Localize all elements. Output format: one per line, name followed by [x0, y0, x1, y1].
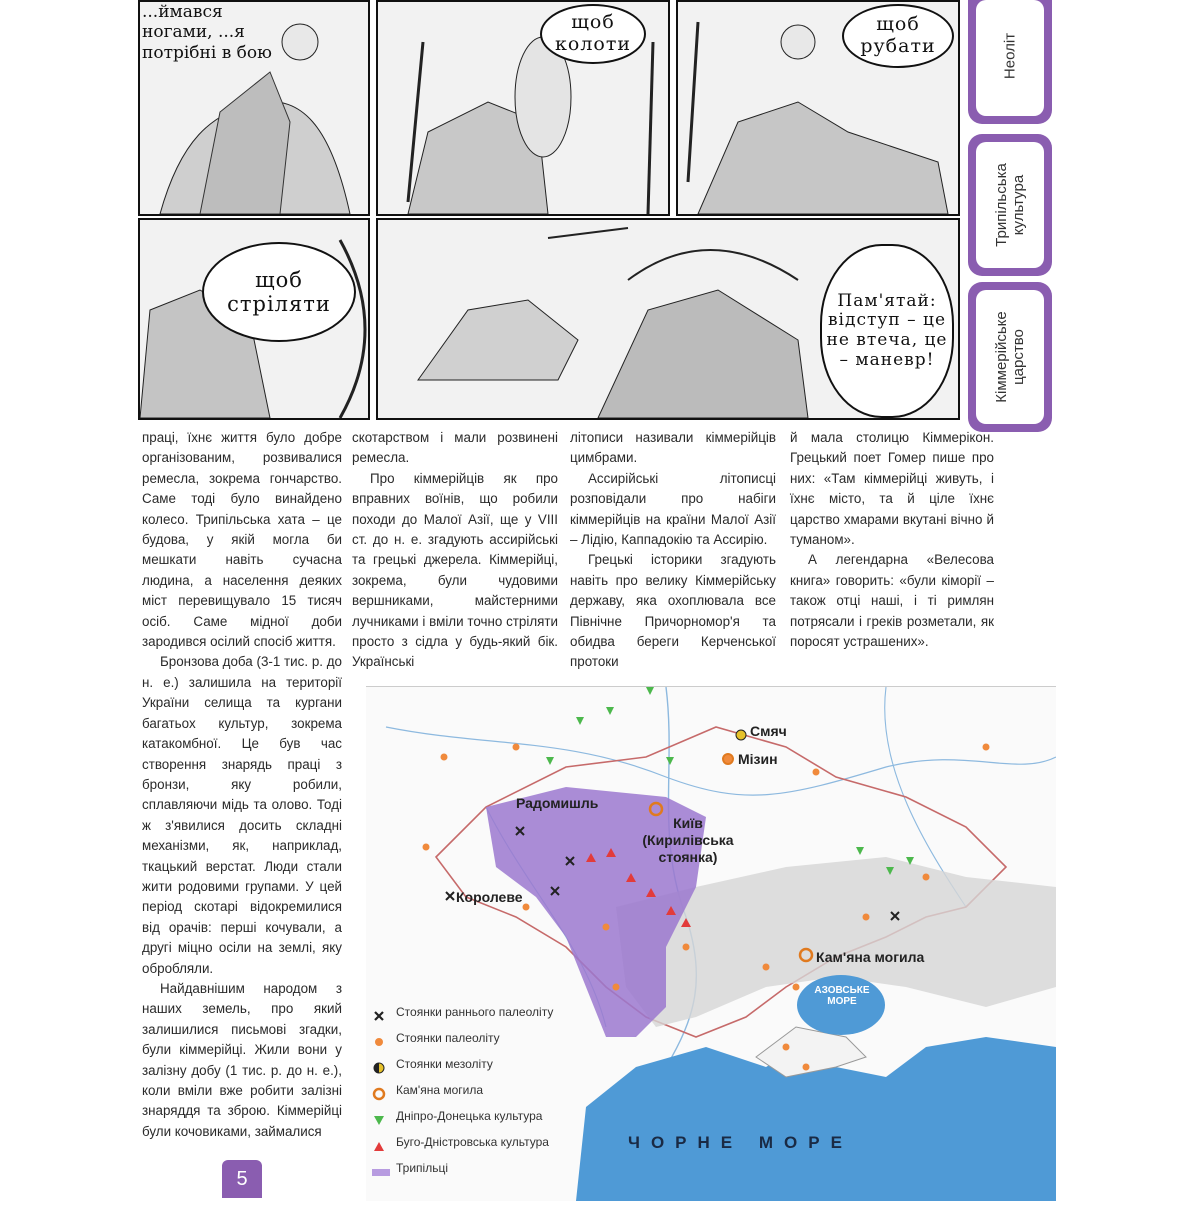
legend-item [368, 1058, 558, 1084]
paragraph: літописи називали кіммерійців цимбрами. [570, 430, 776, 466]
map-label-azov-sea: АЗОВСЬКЕ МОРЕ [814, 985, 870, 1007]
paragraph: А легендарна «Велесова книга» говорить: «були кіморії – також отці наші, і ті римлян потрясали і греків розметали, як поросят устрашених». [790, 552, 994, 650]
legend-item [368, 1110, 558, 1136]
x-mark-icon [372, 1009, 386, 1023]
speech-bubble: щоб колоти [540, 4, 646, 64]
legend-label: Кам'яна могила [396, 1083, 484, 1097]
paragraph: Про кіммерійців як про вправних воїнів, що робили походи до Малої Азії, ще у VIII ст. до н. е. згадують ассирійські та грецькі джерела. Кіммерійці, зокрема, були чудовими вершниками, майстерними лучниками і вміли точно стріляти просто з сідла у будь-який бік. Українські [352, 470, 558, 670]
tab-label: Неоліт [1001, 32, 1019, 79]
text-column-3 [570, 428, 776, 673]
text-column-2 [352, 428, 558, 673]
legend-item [368, 1032, 558, 1058]
speech-bubble-shoot: щоб стріляти [202, 242, 356, 342]
legend-label: Стоянки раннього палеоліту [396, 1005, 554, 1019]
speech-bubble-maneuver: Пам'ятай: відступ – це не втеча, це – маневр! [820, 244, 954, 418]
map-label-mizin: Мізин [738, 751, 778, 767]
text-column-1 [142, 428, 342, 1142]
tab-cimmerian-kingdom[interactable] [968, 282, 1052, 432]
legend-item [368, 1084, 558, 1110]
tab-neolithic[interactable] [968, 0, 1052, 124]
legend-item [368, 1136, 558, 1162]
map-legend [368, 1006, 558, 1188]
comic-panel-3 [676, 0, 960, 216]
paragraph: праці, їхнє життя було добре організованим, розвивалися ремесла, зокрема гончарство. Саме тоді було винайдено колесо. Трипільська хата – це будова, у якій могла би мешкати навіть сучасна людина, а населення деяких міст перевищувало 15 тисяч осіб. Саме мідної доби зародився осілий спосіб життя. [142, 430, 342, 650]
map-label-radomyshl: Радомишль [516, 795, 599, 811]
legend-item [368, 1006, 558, 1032]
legend-label: Трипільці [396, 1161, 448, 1175]
speech-bubble: щоб рубати [842, 4, 954, 68]
comic-panel-4 [138, 218, 370, 420]
tab-label: Кіммерійське царство [992, 311, 1027, 403]
legend-item [368, 1162, 558, 1188]
map-label-black-sea: ЧОРНЕ МОРЕ [628, 1133, 853, 1152]
legend-label: Дніпро-Донецька культура [396, 1109, 543, 1123]
paragraph: й мала столицю Кіммерікон. Грецький поет Гомер пише про них: «Там кіммерійці живуть, і їхнє місто, та й ціле їхнє царство хмарами вкутані вічно й туманом». [790, 430, 994, 548]
comic-caption: ...ймався ногами, ...я потрібні в бою [142, 2, 272, 63]
dot-icon [372, 1035, 386, 1049]
text-column-4 [790, 428, 994, 652]
map-label-kamiana-mohyla: Кам'яна могила [816, 949, 925, 965]
legend-label: Стоянки мезоліту [396, 1057, 493, 1071]
map-label-korolevo: Королеве [456, 889, 523, 905]
ring-icon [372, 1087, 386, 1101]
paragraph: Ассирійські літописці розповідали про набіги кіммерійців на країни Малої Азії – Лідію, Каппадокію та Ассирію. [570, 470, 776, 548]
map-label-kyiv: Київ (Кирилівська стоянка) [642, 815, 734, 865]
triangle-up-icon [372, 1139, 386, 1153]
tab-trypillia-culture[interactable] [968, 134, 1052, 276]
comic-panel-1 [138, 0, 370, 216]
paragraph: Найдавнішим народом з наших земель, про який залишилися письмові згадки, були кіммерійці. Жили вони у залізну добу (1 тис. р. до н. е.), коли вміли вже робити залізні знаряддя та зброю. Кіммерійці були кочовиками, займалися [142, 980, 342, 1139]
comic-panel-5 [376, 218, 960, 420]
paragraph: скотарством і мали розвинені ремесла. [352, 430, 558, 466]
legend-label: Стоянки палеоліту [396, 1031, 500, 1045]
comic-panel-2 [376, 0, 670, 216]
legend-label: Буго-Дністровська культура [396, 1135, 549, 1149]
tab-label: Трипільська культура [992, 163, 1027, 247]
page-number: 5 [222, 1160, 262, 1198]
triangle-down-icon [372, 1113, 386, 1127]
paragraph: Бронзова доба (3-1 тис. р. до н. е.) залишила на території України селища та кургани багатьох культур, зокрема катакомбної. Це був час створення знарядь праці з бронзи, яку робили, сплавляючи мідь та олово. Тоді ж з'явилися досить складні механізми, як, наприклад, ткацький верстат. Люди стали жити родовими групами. У цей період скотарі відокремилися від орачів: перші кочували, а другі міцно осіли на землі, яку обробляли. [142, 654, 342, 976]
swatch-icon [368, 1165, 390, 1179]
map-label-smiach: Смяч [750, 723, 787, 739]
paragraph: Грецькі історики згадують навіть про велику Кіммерійську державу, яка охоплювала все Північне Причорномор'я та обидва береги Керченської протоки [570, 552, 776, 670]
half-circle-icon [372, 1061, 386, 1075]
